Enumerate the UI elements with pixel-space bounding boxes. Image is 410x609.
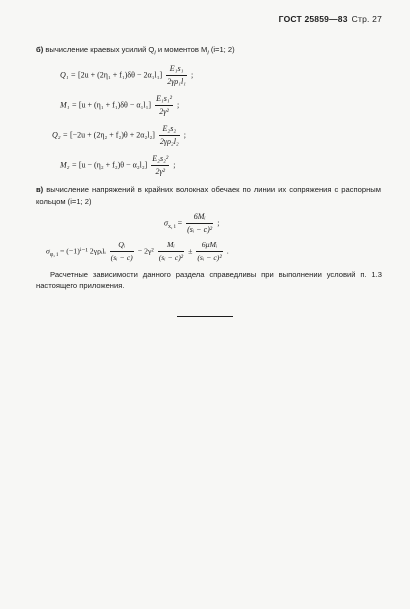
section-b-text: вычисление краевых усилий Q: [45, 45, 155, 54]
equation-q2: Q₂ = [−2u + (2η₂ + f₂)θ + 2α₂l₂] $\frac{\text{E₂s₂}}{\text{2γρ₂l₂}}$ ;: [52, 124, 186, 146]
equation-sigma-x: $\sigma_{x, i}$ = $\frac{\text{6Mᵢ}}{\text{(sᵢ − c)²}}$ ;: [164, 212, 220, 234]
page-number: Стр. 27: [351, 14, 382, 24]
end-divider: [177, 316, 233, 317]
fraction: $\frac{\text{E₁s₁}}{\text{2γρ₁l₁}}$: [167, 64, 186, 86]
fraction: $\frac{\text{E₁s₁²}}{\text{2γ²}}$: [156, 94, 173, 116]
fraction: $\frac{\text{E₂s₂²}}{\text{2γ²}}$: [152, 154, 169, 176]
section-b-label: б): [36, 45, 44, 54]
fraction: $\frac{\text{Qᵢ}}{\text{(sᵢ − c)}}$: [110, 240, 133, 262]
equation-m1: M₁ = [u + (η₁ + f₁)δθ − α₁l₁] $\frac{\text{E₁s₁²}}{\text{2γ²}}$ ;: [60, 94, 180, 116]
section-v-label: в): [36, 185, 44, 194]
section-v-text: вычисление напряжений в крайних волокнах обечаек по линии их сопряжения с распорным кольцом (i=1; 2): [36, 185, 381, 206]
fraction: $\frac{\text{E₂s₂}}{\text{2γρ₂l₂}}$: [159, 124, 179, 146]
fraction: $\frac{\text{6μMᵢ}}{\text{(sᵢ − c)²}}$: [197, 240, 222, 262]
equation-m2: M₂ = [u − (η₂ + f₂)θ − α₂l₂] $\frac{\text{E₂s₂²}}{\text{2γ²}}$ ;: [60, 154, 176, 176]
equation-sigma-phi: $\sigma_{\varphi, i} = (-1)^{i-1}$ 2γρᵢlᵢ $\frac{\text{Qᵢ}}{\text{(sᵢ − c)}}$ − 2γ² $\frac{\text{Mᵢ}}{\text{(sᵢ − c)²}}$ ± $\frac{\text{6μMᵢ}}{\text{(sᵢ − c)²}}$ .: [46, 240, 229, 262]
equation-q1: Q₁ = [2u + (2η₁ + f₁)δθ − 2α₁l₁] $\frac{\text{E₁s₁}}{\text{2γρ₁l₁}}$ ;: [60, 64, 194, 86]
standard-number: ГОСТ 25859—83: [278, 14, 348, 24]
fraction: $\frac{\text{Mᵢ}}{\text{(sᵢ − c)²}}$: [158, 240, 184, 262]
closing-paragraph: Расчетные зависимости данного раздела справедливы при выполнении условий п. 1.3 настоящего приложения.: [36, 270, 382, 290]
section-b-heading: б) вычисление краевых усилий $Q_i$ и моментов $M_i$ (i=1; 2): [36, 45, 235, 57]
section-v-heading: [36, 184, 381, 208]
fraction: $\frac{\text{6Mᵢ}}{\text{(sᵢ − c)²}}$: [187, 212, 213, 234]
section-b-text3: (i=1; 2): [210, 45, 235, 54]
section-b-text2: и моментов M: [157, 45, 208, 54]
page-header: [279, 14, 382, 24]
